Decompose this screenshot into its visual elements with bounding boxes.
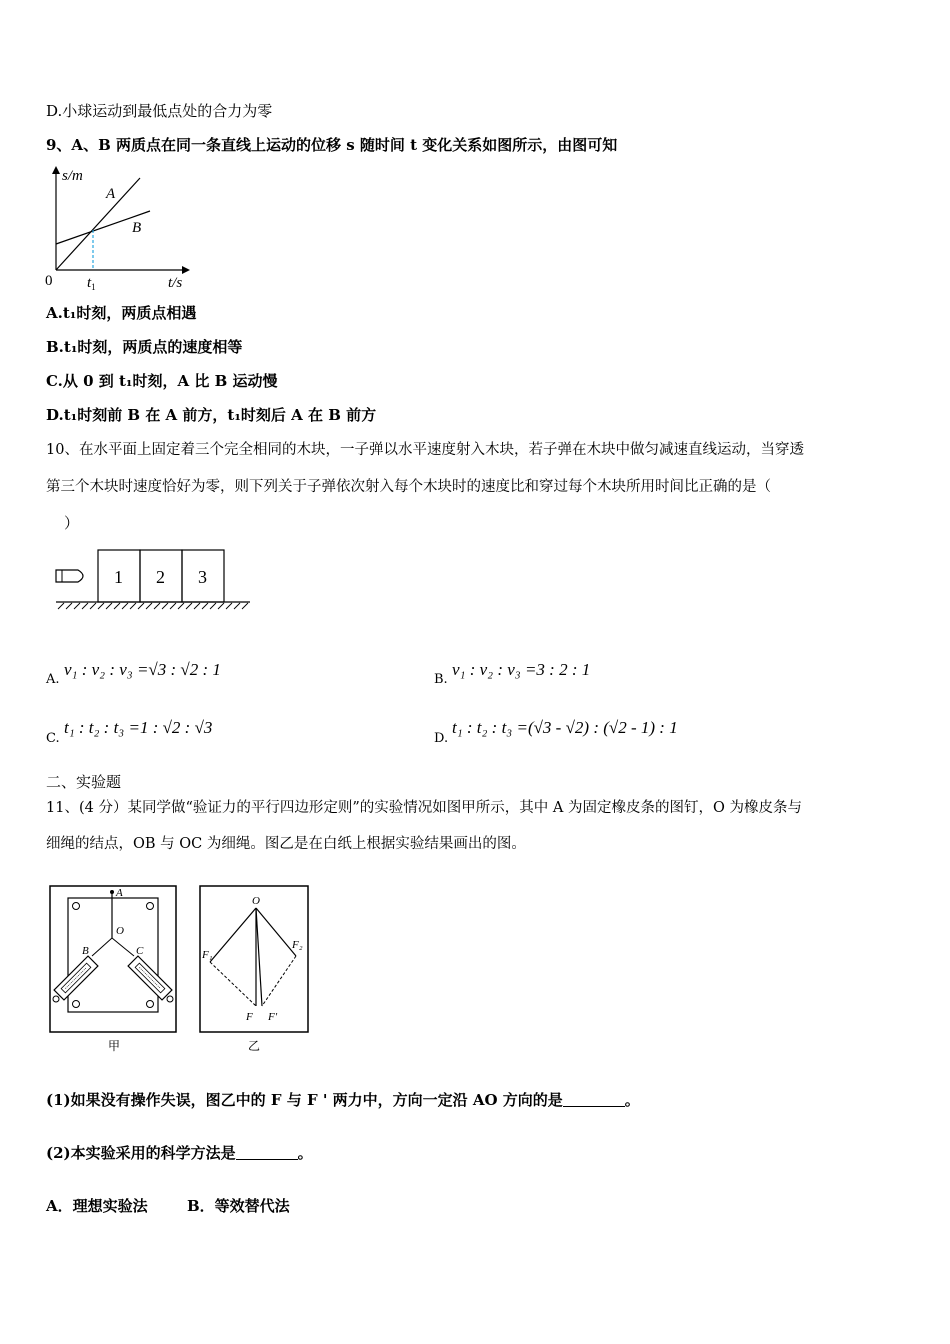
q9-x-axis-label: t/s <box>168 275 183 291</box>
section-2-title: 二、实验题 <box>46 773 122 791</box>
q11-stem-line1: 11、(4 分）某同学做“验证力的平行四边形定则”的实验情况如图甲所示，其中 A 为固定橡皮条的图钉，O 为橡皮条与 <box>46 800 802 816</box>
q11-sub1 <box>46 1090 640 1110</box>
q10-option-c-label: C. <box>46 731 60 746</box>
q10-option-a-math: v₁ : v₂ : v₃ =√3 : √2 : 1 <box>64 660 221 679</box>
yi-label-f: F <box>246 1011 253 1023</box>
q9-option-d: D.t₁时刻前 B 在 A 前方，t₁时刻后 A 在 B 前方 <box>46 406 377 424</box>
q10-option-d-label: D. <box>434 731 449 746</box>
q9-line-a-label: A <box>106 186 116 202</box>
q9-origin-label: 0 <box>45 273 53 289</box>
q10-option-d-math: t₁ : t₂ : t₃ =(√3 - √2) : (√2 - 1) : 1 <box>452 718 678 737</box>
q10-option-c-math: t₁ : t₂ : t₃ =1 : √2 : √3 <box>64 718 213 737</box>
block-3-label: 3 <box>198 567 207 587</box>
q11-sub2 <box>46 1143 313 1163</box>
q11-sub2-end: 。 <box>297 1144 313 1162</box>
q11-sub2-text: (2)本实验采用的科学方法是 <box>46 1144 236 1162</box>
q10-stem-line3: ） <box>64 514 80 532</box>
yi-label-o: O <box>252 895 260 907</box>
q9-t1-label: $t_1$ <box>87 275 96 292</box>
q9-option-b: B.t₁时刻，两质点的速度相等 <box>46 338 243 356</box>
q10-wood-blocks-figure <box>50 545 260 617</box>
jia-label-b: B <box>82 945 89 957</box>
q10-option-a-label: A. <box>46 672 60 687</box>
q11-figure-yi <box>196 882 314 1054</box>
q10-option-b-label: B. <box>434 672 448 687</box>
q10-stem-line1: 10、在水平面上固定着三个完全相同的木块，一子弹以水平速度射入木块，若子弹在木块中做匀减速直线运动，当穿透 <box>46 442 804 458</box>
jia-caption: 甲 <box>108 1039 121 1053</box>
block-2-label: 2 <box>156 567 165 587</box>
jia-label-c: C <box>136 945 144 957</box>
q11-figure-jia <box>46 882 180 1054</box>
q11-option-b: B．等效替代法 <box>187 1197 290 1215</box>
yi-caption: 乙 <box>248 1039 261 1053</box>
q9-st-graph <box>42 160 202 295</box>
q11-option-a: A．理想实验法 <box>46 1197 148 1215</box>
q9-line-b-label: B <box>132 220 142 236</box>
q10-stem-line2: 第三个木块时速度恰好为零，则下列关于子弹依次射入每个木块时的速度比和穿过每个木块所用时间比正确的是（ <box>46 479 771 495</box>
q9-option-c: C.从 0 到 t₁时刻，A 比 B 运动慢 <box>46 372 278 390</box>
q11-sub2-answer-blank[interactable] <box>236 1145 298 1160</box>
jia-label-a: A <box>116 887 123 899</box>
jia-label-o: O <box>116 925 124 937</box>
q11-stem-line2: 细绳的结点，OB 与 OC 为细绳。图乙是在白纸上根据实验结果画出的图。 <box>46 836 526 852</box>
q10-option-b-math: v₁ : v₂ : v₃ =3 : 2 : 1 <box>452 660 591 679</box>
yi-label-f1: F₁ <box>202 949 213 961</box>
block-1-label: 1 <box>114 567 123 587</box>
q11-sub1-text: (1)如果没有操作失误，图乙中的 F 与 F ' 两力中，方向一定沿 AO 方向的是 <box>46 1091 563 1109</box>
q9-stem: 9、A、B 两质点在同一条直线上运动的位移 s 随时间 t 变化关系如图所示，由图可知 <box>46 136 618 154</box>
yi-label-f-prime: F′ <box>268 1011 278 1023</box>
bullet-icon <box>56 570 83 582</box>
yi-label-f2: F₂ <box>292 939 303 951</box>
q9-y-axis-label: s/m <box>62 168 83 184</box>
q9-option-a: A.t₁时刻，两质点相遇 <box>46 304 197 322</box>
q11-sub1-end: 。 <box>624 1091 640 1109</box>
q8-option-d: D.小球运动到最低点处的合力为零 <box>46 102 273 120</box>
q11-sub1-answer-blank[interactable] <box>563 1092 625 1107</box>
